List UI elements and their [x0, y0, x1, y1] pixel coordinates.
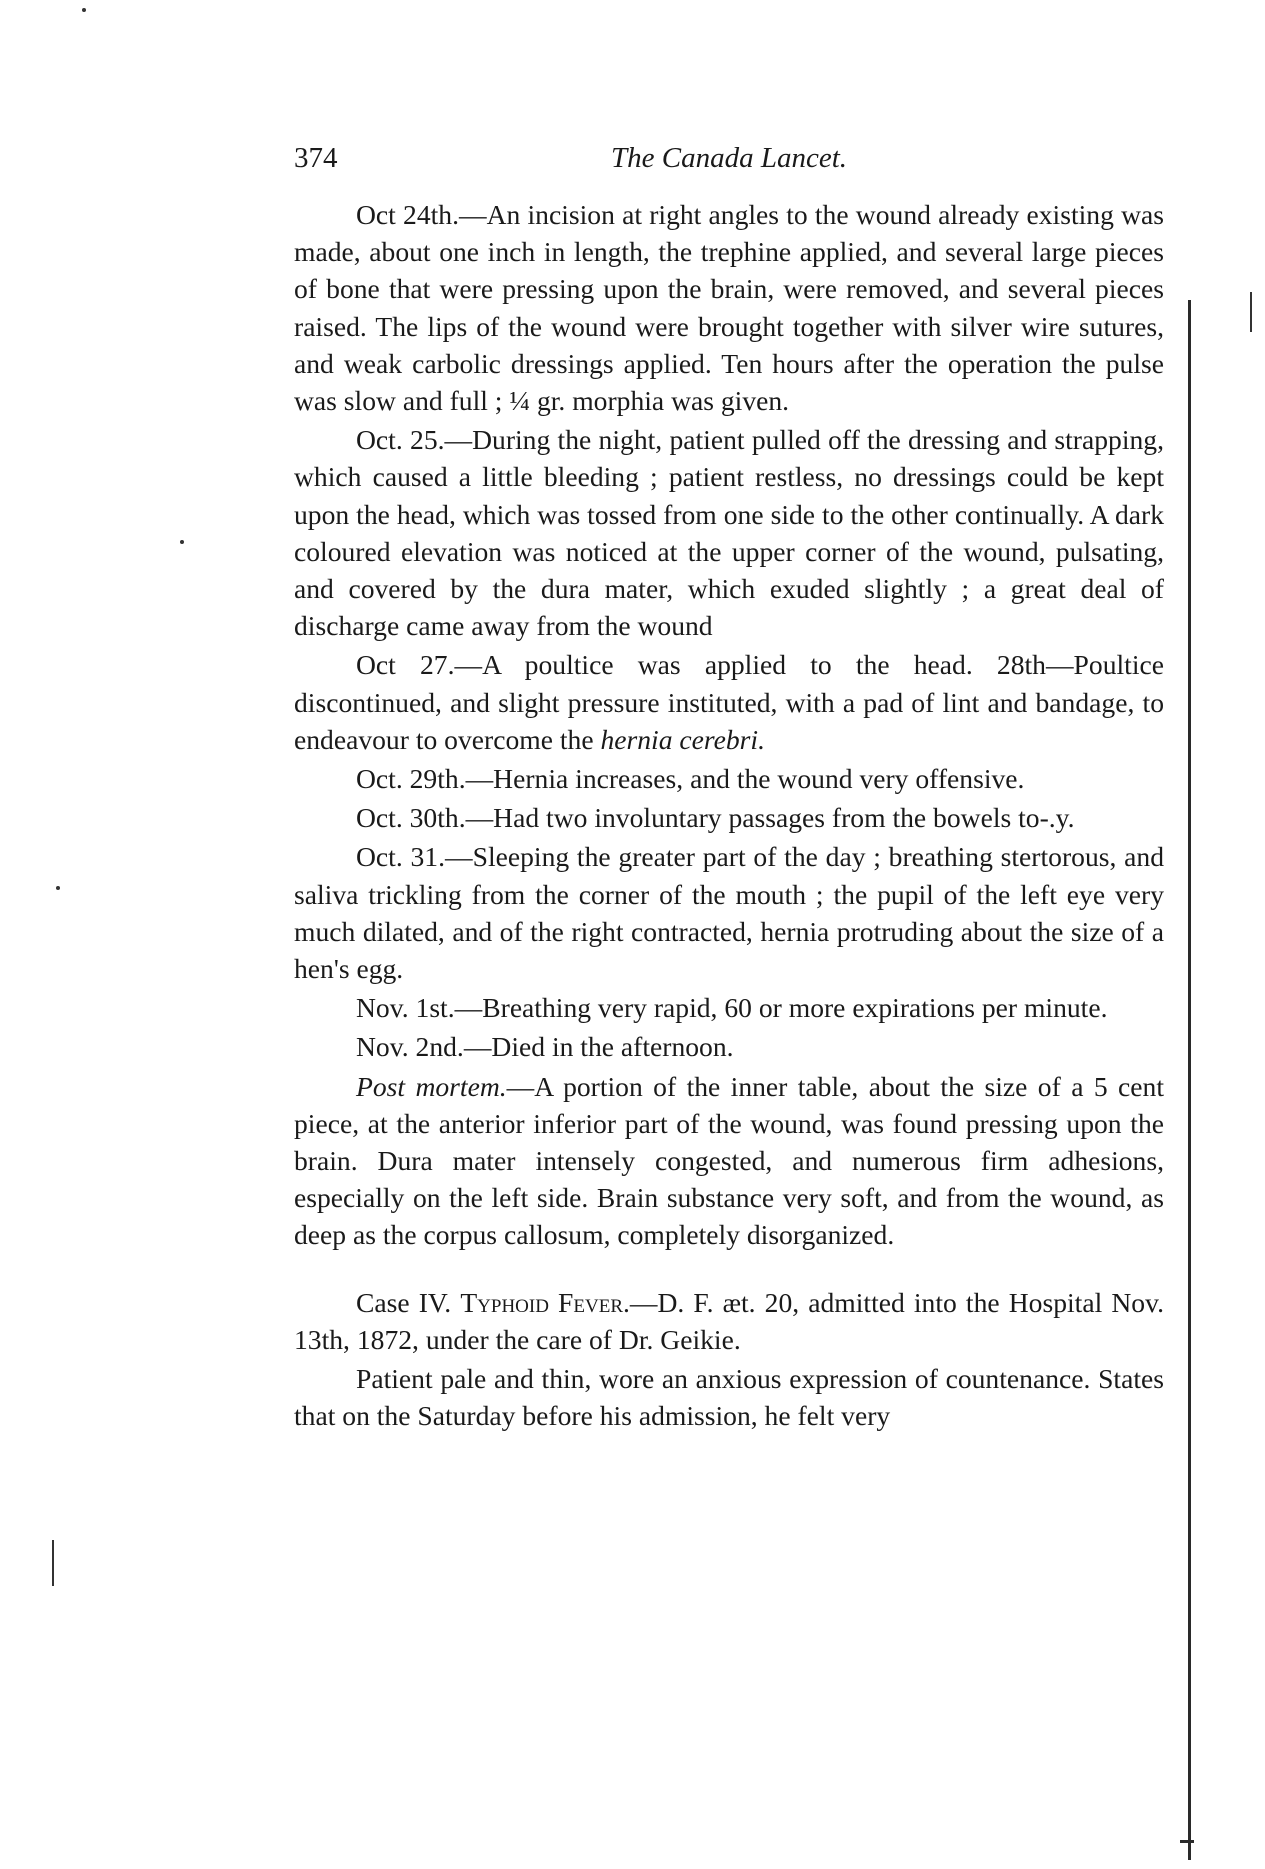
paragraph-nov-2: Nov. 2nd.—Died in the afternoon.: [356, 1031, 734, 1063]
hernia-cerebri-italic: hernia cerebri.: [600, 723, 765, 755]
scan-mark: [52, 1540, 54, 1586]
paragraph-nov-1: Nov. 1st.—Breathing very rapid, 60 or more expirations per minute.: [356, 992, 1108, 1024]
paragraph-oct-25: Oct. 25.—During the night, patient pulled off the dressing and strapping, which caused a little bleeding ; patient restless, no dressings could be kept upon the head, which was tossed from one side to the other continually. A dark coloured elevation was noticed at the upper corner of the wound, pulsating, and covered by the dura mater, which exuded slightly ; a great deal of discharge came away from the wound: [294, 424, 1164, 642]
post-mortem-label: Post mortem.: [356, 1070, 507, 1102]
running-title: The Canada Lancet.: [610, 142, 848, 174]
scan-speck: [82, 8, 86, 12]
case-number: Case IV.: [356, 1286, 461, 1318]
scan-speck: [180, 540, 184, 544]
paragraph-post-mortem: [294, 1068, 1164, 1254]
case-title: Typhoid Fever.: [460, 1286, 630, 1318]
post-mortem-text: —A portion of the inner table, about the size of a 5 cent piece, at the anterior inferior part of the wound, was found pressing upon the brain. Dura mater intensely congested, and numerous firm adhesions, especially on the left side. Brain substance very soft, and from the wound, as deep as the corpus callosum, completely disorganized.: [294, 1070, 1164, 1251]
page-edge-line: [1188, 300, 1191, 1860]
paragraph-oct-24: Oct 24th.—An incision at right angles to the wound already existing was made, about one inch in length, the trephine applied, and several large pieces of bone that were pressing upon the brain, were removed, and several pieces raised. The lips of the wound were brought together with silver wire sutures, and weak carbolic dressings applied. Ten hours after the operation the pulse was slow and full ; ¼ gr. morphia was given.: [294, 199, 1164, 417]
paragraph-oct-30: Oct. 30th.—Had two involuntary passages from the bowels to-.y.: [356, 802, 1075, 834]
paragraph-oct-31: Oct. 31.—Sleeping the greater part of the day ; breathing stertorous, and saliva trickling from the corner of the mouth ; the pupil of the left eye very much dilated, and of the right contracted, hernia protruding about the size of a hen's egg.: [294, 841, 1164, 985]
page-header: [294, 142, 1164, 182]
scan-speck: [56, 886, 60, 890]
paragraph-oct-29: Oct. 29th.—Hernia increases, and the wound very offensive.: [356, 763, 1025, 795]
case-details: —D. F. æt. 20, admitted into the Hospital Nov. 13th, 1872, under the care of Dr. Geikie.: [294, 1286, 1164, 1355]
page-body: [294, 196, 1164, 1437]
paragraph-patient: Patient pale and thin, wore an anxious expression of countenance. States that on the Saturday before his admission, he felt very: [294, 1363, 1164, 1432]
paragraph-oct-27: [294, 646, 1164, 758]
scan-mark: [1250, 292, 1252, 332]
page-number: 374: [294, 142, 338, 174]
paragraph-case-iv: [294, 1284, 1164, 1358]
page-edge-corner: [1180, 1840, 1194, 1843]
paragraph-oct-27-text: Oct 27.—A poultice was applied to the head. 28th—Poultice discontinued, and slight pressure instituted, with a pad of lint and bandage, to endeavour to overcome the: [294, 649, 1164, 755]
